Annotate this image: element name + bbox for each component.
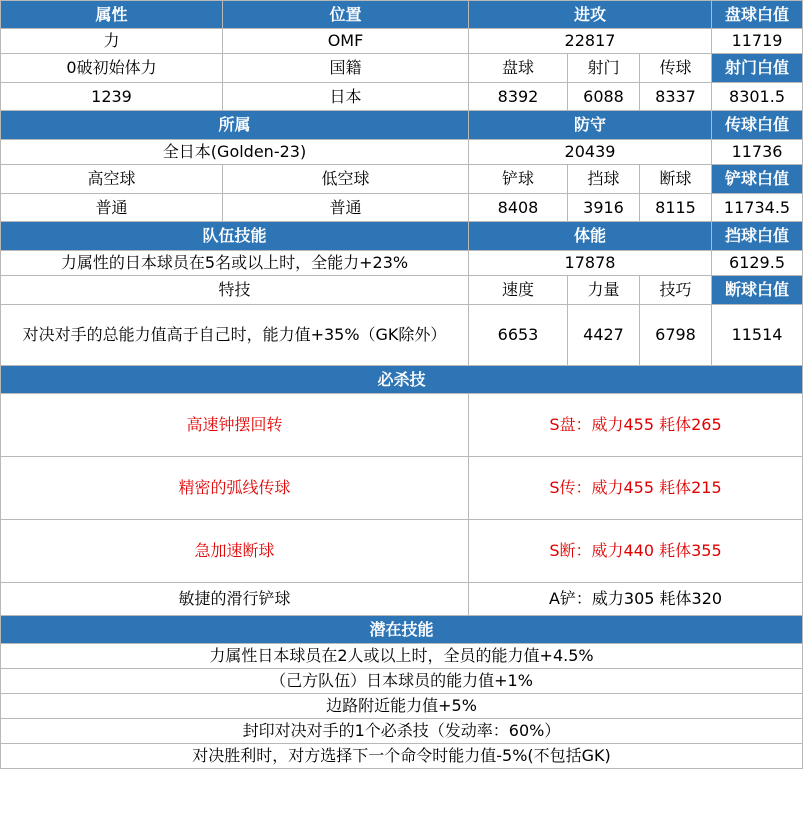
pass-base-value: 11736 — [712, 140, 803, 165]
special-move-row — [1, 457, 803, 520]
affiliation-header: 所属 — [1, 111, 469, 140]
special-move-name: 精密的弧线传球 — [1, 457, 469, 520]
tackle-base-value: 11734.5 — [712, 194, 803, 222]
header-row-potential-skills — [1, 616, 803, 644]
defense-values-row — [1, 140, 803, 165]
special-move-detail: S断：威力440 耗体355 — [469, 520, 803, 583]
attribute-value: 力 — [1, 29, 223, 54]
block-base-value: 6129.5 — [712, 251, 803, 276]
block-label: 挡球 — [568, 165, 640, 194]
defense-stats-row — [1, 194, 803, 222]
special-trait-text: 对决对手的总能力值高于自己时，能力值+35%（GK除外） — [1, 305, 469, 366]
stamina-total-value: 17878 — [469, 251, 712, 276]
dribble-base-header: 盘球白值 — [712, 1, 803, 29]
power-label: 力量 — [568, 276, 640, 305]
tackle-base-header: 铲球白值 — [712, 165, 803, 194]
intercept-value: 8115 — [640, 194, 712, 222]
attribute-header: 属性 — [1, 1, 223, 29]
intercept-base-header: 断球白值 — [712, 276, 803, 305]
power-value: 4427 — [568, 305, 640, 366]
high-ball-value: 普通 — [1, 194, 223, 222]
pass-value: 8337 — [640, 83, 712, 111]
special-move-row — [1, 520, 803, 583]
offense-header: 进攻 — [469, 1, 712, 29]
shoot-label: 射门 — [568, 54, 640, 83]
special-move-row — [1, 394, 803, 457]
pass-base-header: 传球白值 — [712, 111, 803, 140]
high-ball-label: 高空球 — [1, 165, 223, 194]
shoot-base-header: 射门白值 — [712, 54, 803, 83]
dribble-base-value: 11719 — [712, 29, 803, 54]
team-skill-text: 力属性的日本球员在5名或以上时，全能力+23% — [1, 251, 469, 276]
team-skill-header: 队伍技能 — [1, 222, 469, 251]
intercept-label: 断球 — [640, 165, 712, 194]
potential-skill-row — [1, 669, 803, 694]
technique-label: 技巧 — [640, 276, 712, 305]
tackle-value: 8408 — [469, 194, 568, 222]
defense-header: 防守 — [469, 111, 712, 140]
position-header: 位置 — [223, 1, 469, 29]
stamina-stats-row — [1, 305, 803, 366]
special-move-name: 敏捷的滑行铲球 — [1, 583, 469, 616]
speed-value: 6653 — [469, 305, 568, 366]
dribble-label: 盘球 — [469, 54, 568, 83]
defense-labels-row — [1, 165, 803, 194]
potential-skill-row — [1, 694, 803, 719]
defense-total-value: 20439 — [469, 140, 712, 165]
basic-values-row — [1, 29, 803, 54]
affiliation-value: 全日本(Golden-23) — [1, 140, 469, 165]
header-row-defense — [1, 111, 803, 140]
special-move-name: 急加速断球 — [1, 520, 469, 583]
basic-labels-row — [1, 54, 803, 83]
potential-skill-row — [1, 744, 803, 769]
tackle-label: 铲球 — [469, 165, 568, 194]
initial-stamina-label: 0破初始体力 — [1, 54, 223, 83]
block-base-header: 挡球白值 — [712, 222, 803, 251]
dribble-value: 8392 — [469, 83, 568, 111]
basic-stats-row — [1, 83, 803, 111]
initial-stamina-value: 1239 — [1, 83, 223, 111]
offense-total-value: 22817 — [469, 29, 712, 54]
special-moves-header: 必杀技 — [1, 366, 803, 394]
header-row-stamina — [1, 222, 803, 251]
potential-skill-text: （己方队伍）日本球员的能力值+1% — [1, 669, 803, 694]
low-ball-label: 低空球 — [223, 165, 469, 194]
header-row-special-moves — [1, 366, 803, 394]
potential-skill-text: 力属性日本球员在2人或以上时，全员的能力值+4.5% — [1, 644, 803, 669]
stamina-header: 体能 — [469, 222, 712, 251]
special-move-row — [1, 583, 803, 616]
block-value: 3916 — [568, 194, 640, 222]
potential-skill-text: 对决胜利时，对方选择下一个命令时能力值-5%(不包括GK) — [1, 744, 803, 769]
shoot-base-value: 8301.5 — [712, 83, 803, 111]
pass-label: 传球 — [640, 54, 712, 83]
technique-value: 6798 — [640, 305, 712, 366]
potential-skill-text: 边路附近能力值+5% — [1, 694, 803, 719]
nationality-value: 日本 — [223, 83, 469, 111]
special-move-detail: S盘：威力455 耗体265 — [469, 394, 803, 457]
potential-skill-row — [1, 644, 803, 669]
stamina-values-row — [1, 251, 803, 276]
shoot-value: 6088 — [568, 83, 640, 111]
stamina-labels-row — [1, 276, 803, 305]
potential-skill-row — [1, 719, 803, 744]
speed-label: 速度 — [469, 276, 568, 305]
special-move-name: 高速钟摆回转 — [1, 394, 469, 457]
special-move-detail: A铲：威力305 耗体320 — [469, 583, 803, 616]
nationality-label: 国籍 — [223, 54, 469, 83]
low-ball-value: 普通 — [223, 194, 469, 222]
intercept-base-value: 11514 — [712, 305, 803, 366]
potential-skills-header: 潜在技能 — [1, 616, 803, 644]
potential-skill-text: 封印对决对手的1个必杀技（发动率：60%） — [1, 719, 803, 744]
special-trait-label: 特技 — [1, 276, 469, 305]
special-move-detail: S传：威力455 耗体215 — [469, 457, 803, 520]
position-value: OMF — [223, 29, 469, 54]
header-row-basic — [1, 1, 803, 29]
